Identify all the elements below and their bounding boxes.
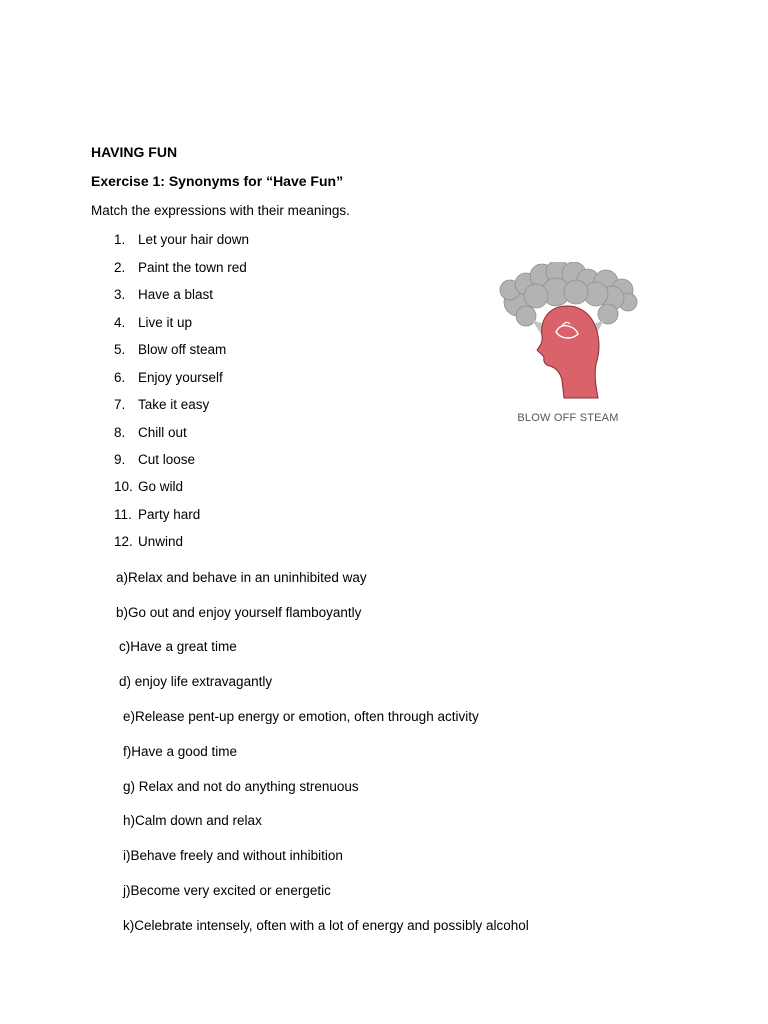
meaning-k: k)Celebrate intensely, often with a lot of energy and possibly alcohol [123,918,529,933]
list-item-number: 5. [114,342,126,357]
list-item-number: 2. [114,260,126,275]
list-item-text: Unwind [138,534,184,549]
meaning-a: a)Relax and behave in an uninhibited way [116,570,367,585]
list-item-text: Go wild [138,479,184,494]
meaning-j: j)Become very excited or energetic [123,883,331,898]
meaning-d: d) enjoy life extravagantly [119,674,273,689]
meaning-f: f)Have a good time [123,744,238,759]
list-item-number: 7. [114,397,126,412]
meaning-i: i)Behave freely and without inhibition [123,848,343,863]
meaning-e: e)Release pent-up energy or emotion, often through activity [123,709,479,724]
list-item-number: 12. [114,534,133,549]
list-item-number: 6. [114,370,126,385]
page-title: HAVING FUN [91,144,178,160]
list-item-number: 8. [114,425,126,440]
list-item-text: Cut loose [138,452,196,467]
steaming-head-icon [496,262,640,408]
list-item-number: 11. [114,507,132,522]
list-item-number: 1. [114,232,126,247]
list-item-text: Enjoy yourself [138,370,223,385]
illustration-caption: BLOW OFF STEAM [517,412,619,424]
list-item-number: 9. [114,452,126,467]
list-item-text: Take it easy [138,397,210,412]
meaning-c: c)Have a great time [119,639,237,654]
list-item-text: Have a blast [138,287,214,302]
meaning-b: b)Go out and enjoy yourself flamboyantly [116,605,362,620]
list-item-number: 3. [114,287,126,302]
list-item-text: Paint the town red [138,260,247,275]
blow-off-steam-illustration [496,262,640,432]
exercise-heading: Exercise 1: Synonyms for “Have Fun” [91,173,344,189]
instruction-text: Match the expressions with their meanings. [91,203,350,218]
meaning-h: h)Calm down and relax [123,813,262,828]
list-item-text: Let your hair down [138,232,250,247]
list-item-text: Party hard [138,507,201,522]
list-item-text: Live it up [138,315,193,330]
list-item-number: 10. [114,479,133,494]
list-item-text: Blow off steam [138,342,227,357]
list-item-text: Chill out [138,425,187,440]
meaning-g: g) Relax and not do anything strenuous [123,779,359,794]
list-item-number: 4. [114,315,126,330]
